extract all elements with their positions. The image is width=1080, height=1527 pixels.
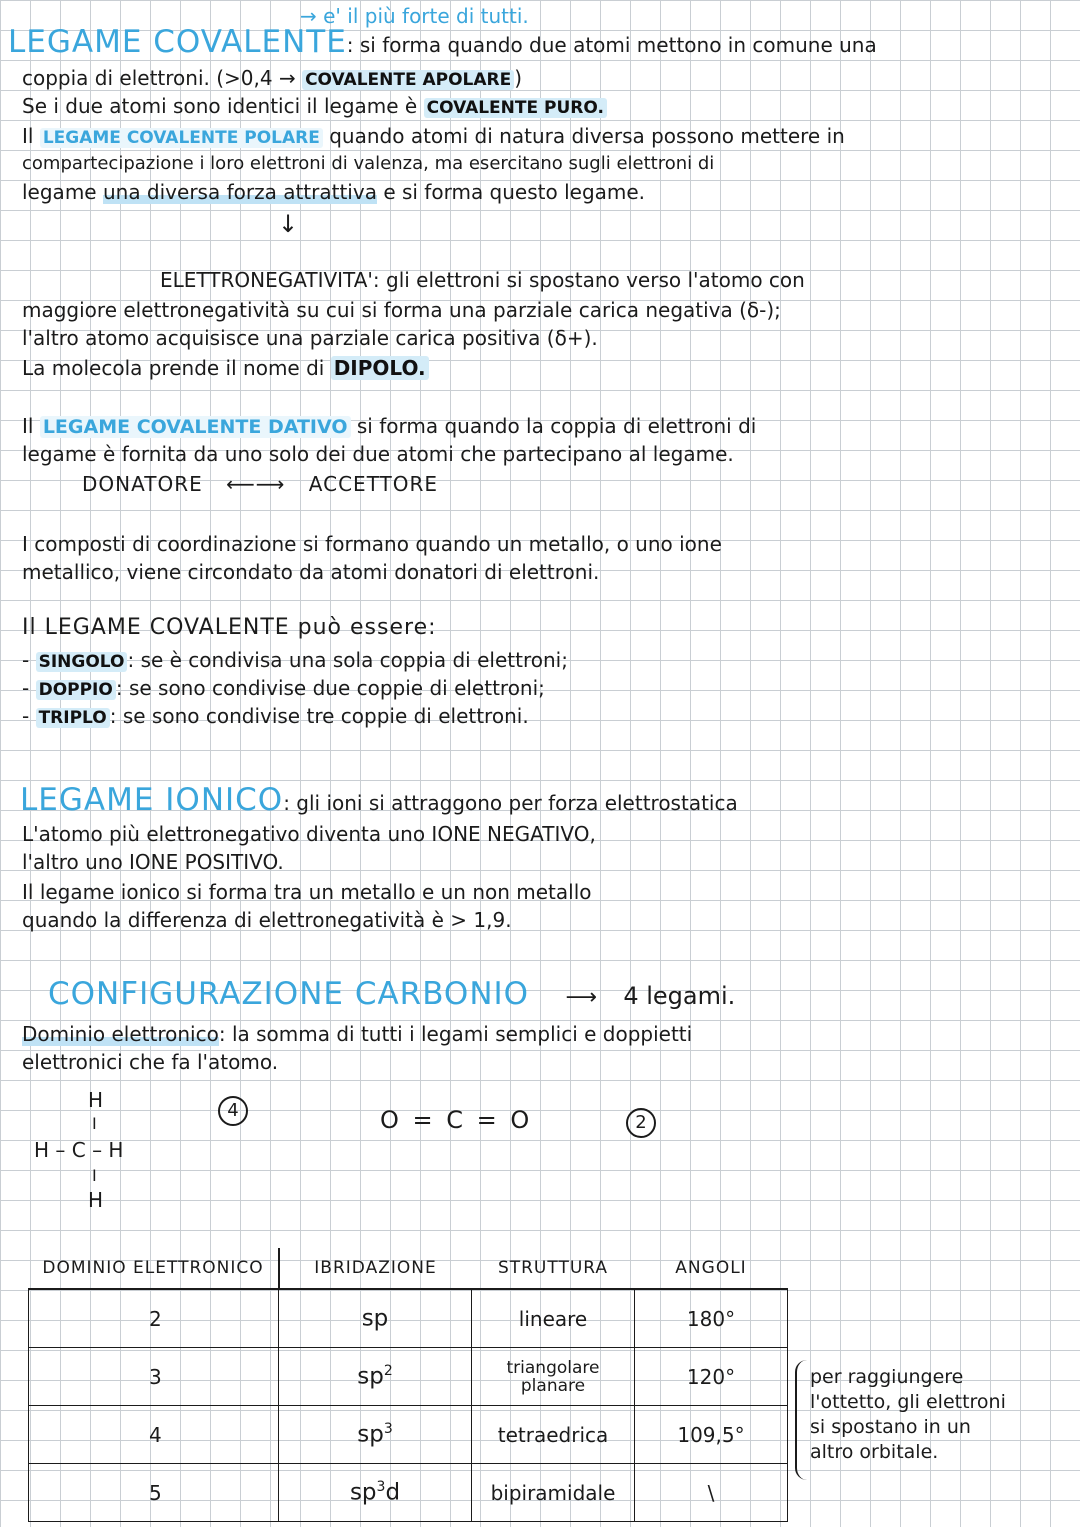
ibr-base: sp [357, 1421, 384, 1448]
cell-dominio: 3 [29, 1348, 279, 1406]
header-ibridazione: IBRIDAZIONE [279, 1248, 472, 1289]
singolo-tag: SINGOLO [36, 652, 128, 672]
dash: - [22, 648, 30, 672]
covalente-line5: compartecipazione i loro elettroni di valenza, ma esercitano sugli elettroni di [22, 153, 715, 174]
dativo-line1-b: si forma quando la coppia di elettroni di [356, 414, 757, 438]
ibr-sup: 3 [383, 1421, 393, 1438]
carbonio-heading-line [48, 976, 736, 1012]
covalente-line2-text: coppia di elettroni. (>0,4 → [22, 66, 296, 90]
covalente-line4 [22, 124, 845, 150]
singolo-text: : se è condivisa una sola coppia di elettroni; [127, 648, 568, 672]
ionico-line1: : gli ioni si attraggono per forza elettrostatica [283, 791, 738, 815]
cell-ibridazione [279, 1348, 472, 1406]
side-note-line: altro orbitale. [810, 1441, 939, 1463]
cell-ibridazione [279, 1464, 472, 1522]
ibr-base: sp [349, 1479, 377, 1506]
covalente-line6 [22, 180, 645, 204]
ibr-sup: 2 [383, 1363, 393, 1380]
side-note-line: si spostano in un [810, 1416, 971, 1438]
coordinazione-line2: metallico, viene circondato da atomi donatori di elettroni. [22, 560, 600, 584]
cell-dominio: 2 [29, 1289, 279, 1348]
header-dominio: DOMINIO ELETTRONICO [29, 1248, 279, 1289]
covalente-line2 [22, 66, 522, 92]
donatore-acceptor-line [82, 472, 438, 496]
covalente-line4-b: quando atomi di natura diversa possono mettere in [329, 124, 845, 148]
table-row [29, 1348, 788, 1406]
header-angoli: ANGOLI [635, 1248, 788, 1289]
table-row [29, 1464, 788, 1522]
covalente-heading-line [8, 24, 877, 60]
down-arrow-icon: ↓ [278, 210, 299, 238]
cell-angolo: \ [635, 1464, 788, 1522]
ionico-line3: l'altro uno IONE POSITIVO. [22, 850, 284, 874]
dipolo-tag: DIPOLO. [331, 356, 429, 380]
ibr-sup: 3 [376, 1479, 386, 1496]
side-note-line: l'ottetto, gli elettroni [810, 1391, 1006, 1413]
tipo-singolo [22, 648, 568, 674]
dominio-line1 [22, 1022, 692, 1046]
table-row [29, 1289, 788, 1348]
cell-dominio: 4 [29, 1406, 279, 1464]
accettore-label: ACCETTORE [308, 472, 439, 496]
polare-tag: LEGAME COVALENTE POLARE [40, 128, 323, 148]
right-arrow-icon: ⟶ [565, 985, 597, 1010]
brace-icon [795, 1360, 809, 1480]
elettroneg-line4-text: La molecola prende il nome di [22, 356, 325, 380]
methane-count-circle: 4 [218, 1096, 248, 1126]
covalente-line6-a: legame [22, 180, 97, 204]
co2-structure: O = C = O [380, 1106, 533, 1134]
ionico-line2: L'atomo più elettronegativo diventa uno IONE NEGATIVO, [22, 822, 596, 846]
table-row [29, 1406, 788, 1464]
hybridization-table [28, 1248, 788, 1522]
strongest-note: → e' il più forte di tutti. [300, 4, 529, 28]
dominio-text: : la somma di tutti i legami semplici e doppietti [218, 1022, 693, 1046]
ionico-line5: quando la differenza di elettronegatività è > 1,9. [22, 908, 512, 932]
tipo-triplo [22, 704, 529, 730]
dominio-line2: elettronici che fa l'atomo. [22, 1050, 279, 1074]
ionico-line4: Il legame ionico si forma tra un metallo e un non metallo [22, 880, 592, 904]
doppio-tag: DOPPIO [36, 680, 116, 700]
cell-ibridazione [279, 1289, 472, 1348]
dash: - [22, 704, 30, 728]
quattro-legami: 4 legami. [623, 982, 736, 1010]
cell-angolo: 120° [635, 1348, 788, 1406]
apolare-tag: COVALENTE APOLARE [302, 70, 514, 90]
side-note-line: per raggiungere [810, 1366, 964, 1388]
dativo-line2: legame è fornita da uno solo dei due atomi che partecipano al legame. [22, 442, 734, 466]
cell-ibridazione [279, 1406, 472, 1464]
triplo-text: : se sono condivise tre coppie di elettroni. [109, 704, 529, 728]
ionico-heading-line [20, 782, 738, 818]
tipo-doppio [22, 676, 545, 702]
covalente-line4-a: Il [22, 124, 34, 148]
covalente-line2-end: ) [514, 66, 523, 90]
side-note [810, 1365, 1006, 1465]
coordinazione-line1: I composti di coordinazione si formano quando un metallo, o uno ione [22, 532, 722, 556]
table-header-row [29, 1248, 788, 1289]
carbonio-title: CONFIGURAZIONE CARBONIO [48, 976, 530, 1012]
triplo-tag: TRIPLO [36, 708, 110, 728]
cell-struttura: tetraedrica [472, 1406, 635, 1464]
dash: - [22, 676, 30, 700]
cell-angolo: 180° [635, 1289, 788, 1348]
covalente-title: LEGAME COVALENTE [8, 24, 347, 60]
dominio-label: Dominio elettronico [22, 1022, 219, 1046]
cell-struttura: triangolare planare [472, 1348, 635, 1406]
covalente-line1: : si forma quando due atomi mettono in comune una [346, 33, 877, 57]
methane-bond-top: I [92, 1114, 97, 1133]
ibr-base: sp [357, 1363, 384, 1390]
tipi-intro: Il LEGAME COVALENTE può essere: [22, 615, 437, 640]
methane-row: H – C – H [34, 1138, 124, 1162]
methane-h-top: H [88, 1088, 104, 1112]
dativo-line1 [22, 414, 756, 439]
cell-struttura: lineare [472, 1289, 635, 1348]
covalente-line6-b: e si forma questo legame. [383, 180, 646, 204]
donatore-label: DONATORE [82, 472, 203, 496]
doppio-text: : se sono condivise due coppie di elettroni; [115, 676, 545, 700]
ibr-tail: d [385, 1479, 401, 1506]
methane-bond-bottom: I [92, 1166, 97, 1185]
methane-h-bottom: H [88, 1188, 104, 1212]
ionico-title: LEGAME IONICO [20, 782, 284, 818]
double-arrow-icon: ⟵⟶ [226, 472, 286, 496]
elettroneg-line2: maggiore elettronegatività su cui si forma una parziale carica negativa (δ-); [22, 298, 781, 322]
cell-angolo: 109,5° [635, 1406, 788, 1464]
elettroneg-line1: ELETTRONEGATIVITA': gli elettroni si spostano verso l'atomo con [160, 268, 805, 292]
cell-dominio: 5 [29, 1464, 279, 1522]
dativo-line1-a: Il [22, 414, 34, 438]
ibr-base: sp [361, 1305, 389, 1332]
covalente-line3 [22, 94, 607, 120]
elettroneg-line3: l'altro atomo acquisisce una parziale carica positiva (δ+). [22, 326, 598, 350]
covalente-line3-text: Se i due atomi sono identici il legame è [22, 94, 418, 118]
puro-tag: COVALENTE PURO. [424, 98, 607, 118]
dativo-tag: LEGAME COVALENTE DATIVO [40, 416, 351, 438]
elettroneg-line4 [22, 356, 429, 380]
attraction-underline: una diversa forza attrattiva [102, 180, 377, 204]
header-struttura: STRUTTURA [472, 1248, 635, 1289]
cell-struttura: bipiramidale [472, 1464, 635, 1522]
co2-count-circle: 2 [626, 1108, 656, 1138]
